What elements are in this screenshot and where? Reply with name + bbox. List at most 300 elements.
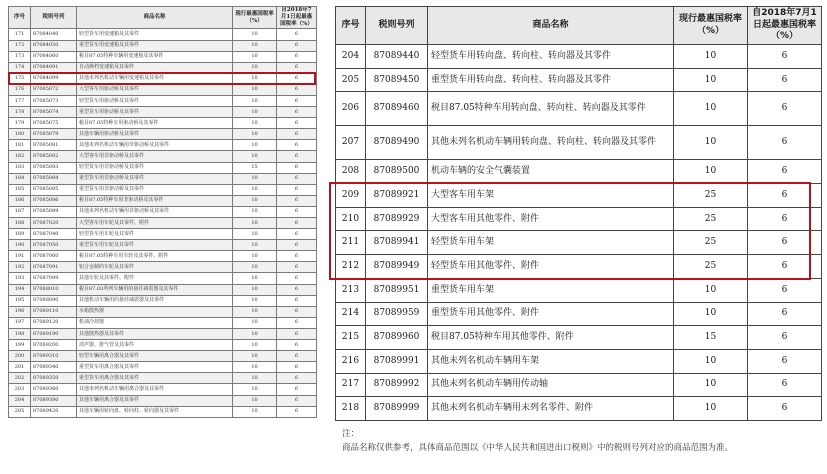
header-current-rate: 现行最惠国税率（%） xyxy=(674,7,748,45)
cell-product-name: 税目87.05特种车用转向盘、转向柱、转向器及其零件 xyxy=(428,92,674,126)
cell-seq: 207 xyxy=(336,126,366,160)
cell-product-name: 其他未列名机动车辆用车架 xyxy=(428,349,674,373)
cell-current-rate: 10 xyxy=(233,306,277,317)
table-row xyxy=(9,229,317,240)
cell-tariff-code: 87089460 xyxy=(366,92,428,126)
cell-tariff-code: 87085079 xyxy=(31,129,77,140)
cell-tariff-code: 87087020 xyxy=(31,218,77,229)
table-row xyxy=(336,373,822,397)
cell-tariff-code: 87085074 xyxy=(31,107,77,118)
cell-product-name: 消声器、排气管及其零件 xyxy=(77,340,233,351)
cell-product-name: 其他未列名机动车辆用变速箱及其零件 xyxy=(77,73,233,84)
cell-new-rate: 6 xyxy=(277,107,317,118)
table-row xyxy=(9,84,317,95)
cell-seq: 188 xyxy=(9,218,31,229)
cell-product-name: 重型货车用离合器及其零件 xyxy=(77,362,233,373)
cell-new-rate: 6 xyxy=(277,184,317,195)
cell-product-name: 税目87.05特种车用驱动桥及其零件 xyxy=(77,118,233,129)
table-row xyxy=(336,160,822,184)
table-row xyxy=(336,68,822,92)
cell-product-name: 其他机动车辆用的悬挂减震器及其零件 xyxy=(77,295,233,306)
table-row xyxy=(336,397,822,421)
cell-current-rate: 10 xyxy=(674,373,748,397)
right-tariff-table-panel xyxy=(335,6,822,421)
cell-seq: 214 xyxy=(336,302,366,326)
cell-seq: 187 xyxy=(9,206,31,217)
cell-product-name: 大型客车用其他零件、附件 xyxy=(428,207,674,231)
cell-new-rate: 6 xyxy=(277,251,317,262)
table-row xyxy=(336,92,822,126)
cell-seq: 213 xyxy=(336,278,366,302)
cell-seq: 202 xyxy=(9,373,31,384)
cell-new-rate: 6 xyxy=(277,295,317,306)
cell-seq: 182 xyxy=(9,151,31,162)
cell-new-rate: 6 xyxy=(277,373,317,384)
cell-current-rate: 10 xyxy=(233,384,277,395)
cell-new-rate: 6 xyxy=(277,262,317,273)
cell-tariff-code: 87089450 xyxy=(366,68,428,92)
cell-new-rate: 6 xyxy=(748,302,822,326)
cell-current-rate: 10 xyxy=(233,62,277,73)
cell-product-name: 自动换档变速箱及其零件 xyxy=(77,62,233,73)
table-row xyxy=(9,306,317,317)
cell-seq: 180 xyxy=(9,129,31,140)
cell-tariff-code: 87089420 xyxy=(31,406,77,417)
right-table-header-row xyxy=(336,7,822,45)
cell-current-rate: 10 xyxy=(233,118,277,129)
cell-current-rate: 10 xyxy=(233,73,277,84)
cell-seq: 197 xyxy=(9,317,31,328)
cell-tariff-code: 87089360 xyxy=(31,384,77,395)
cell-new-rate: 6 xyxy=(277,306,317,317)
table-row xyxy=(9,206,317,217)
cell-product-name: 轻型货车用车轮及其零件 xyxy=(77,229,233,240)
cell-tariff-code: 87089959 xyxy=(366,302,428,326)
cell-tariff-code: 87089960 xyxy=(366,326,428,350)
cell-current-rate: 10 xyxy=(233,95,277,106)
cell-current-rate: 10 xyxy=(233,84,277,95)
cell-new-rate: 6 xyxy=(277,40,317,51)
cell-tariff-code: 87089490 xyxy=(366,126,428,160)
cell-seq: 195 xyxy=(9,295,31,306)
cell-product-name: 税目87.05特种车辆用变速箱及其零件 xyxy=(77,51,233,62)
table-row xyxy=(9,262,317,273)
cell-tariff-code: 87089120 xyxy=(31,317,77,328)
cell-product-name: 税目87.05特种车用车轮及其零件、附件 xyxy=(77,251,233,262)
cell-new-rate: 6 xyxy=(277,29,317,40)
cell-tariff-code: 87089941 xyxy=(366,231,428,255)
cell-seq: 204 xyxy=(9,395,31,406)
cell-new-rate: 6 xyxy=(277,118,317,129)
cell-seq: 193 xyxy=(9,273,31,284)
cell-current-rate: 10 xyxy=(233,129,277,140)
footnote xyxy=(342,428,822,455)
cell-seq: 215 xyxy=(336,326,366,350)
table-row xyxy=(9,273,317,284)
cell-seq: 216 xyxy=(336,349,366,373)
table-row xyxy=(336,302,822,326)
cell-current-rate: 10 xyxy=(233,328,277,339)
cell-seq: 185 xyxy=(9,184,31,195)
cell-seq: 191 xyxy=(9,251,31,262)
table-row xyxy=(336,184,822,208)
cell-new-rate: 6 xyxy=(748,326,822,350)
table-row xyxy=(9,29,317,40)
cell-new-rate: 6 xyxy=(277,406,317,417)
table-row xyxy=(9,162,317,173)
cell-product-name: 其他散热器及其零件 xyxy=(77,328,233,339)
cell-current-rate: 10 xyxy=(233,195,277,206)
cell-seq: 192 xyxy=(9,262,31,273)
table-row xyxy=(336,255,822,279)
header-product-name: 商品名称 xyxy=(428,7,674,45)
table-row xyxy=(9,351,317,362)
cell-product-name: 大型客车用驱动桥及其零件 xyxy=(77,84,233,95)
cell-seq: 218 xyxy=(336,397,366,421)
cell-tariff-code: 87089340 xyxy=(31,362,77,373)
cell-product-name: 轻型货车用驱动桥及其零件 xyxy=(77,95,233,106)
table-row xyxy=(9,373,317,384)
cell-product-name: 重型货车用离合器及其零件 xyxy=(77,373,233,384)
left-tariff-table-panel xyxy=(8,6,318,468)
header-product-name: 商品名称 xyxy=(77,7,233,29)
cell-product-name: 机油冷却器 xyxy=(77,317,233,328)
cell-product-name: 重型货车用非驱动桥及其零件 xyxy=(77,184,233,195)
cell-seq: 205 xyxy=(336,68,366,92)
cell-tariff-code: 87089921 xyxy=(366,184,428,208)
footnote-title: 注： xyxy=(342,429,360,439)
cell-new-rate: 6 xyxy=(748,92,822,126)
cell-current-rate: 10 xyxy=(674,278,748,302)
cell-product-name: 轻型货车用转向盘、转向柱、转向器及其零件 xyxy=(428,45,674,69)
left-table-body xyxy=(9,29,317,417)
cell-new-rate: 6 xyxy=(748,255,822,279)
cell-seq: 206 xyxy=(336,92,366,126)
cell-current-rate: 25 xyxy=(674,184,748,208)
cell-current-rate: 10 xyxy=(233,373,277,384)
cell-product-name: 税目87.03所列车辆用的悬挂减震器及其零件 xyxy=(77,284,233,295)
table-row xyxy=(9,40,317,51)
cell-seq: 211 xyxy=(336,231,366,255)
cell-seq: 208 xyxy=(336,160,366,184)
table-row xyxy=(9,107,317,118)
header-tariff-code: 税则号列 xyxy=(366,7,428,45)
cell-new-rate: 6 xyxy=(277,84,317,95)
cell-tariff-code: 87089951 xyxy=(366,278,428,302)
cell-current-rate: 10 xyxy=(674,349,748,373)
cell-seq: 194 xyxy=(9,284,31,295)
cell-seq: 181 xyxy=(9,140,31,151)
cell-tariff-code: 87089992 xyxy=(366,373,428,397)
cell-current-rate: 10 xyxy=(233,51,277,62)
cell-tariff-code: 87088090 xyxy=(31,295,77,306)
cell-tariff-code: 87089110 xyxy=(31,306,77,317)
cell-current-rate: 10 xyxy=(233,273,277,284)
table-row xyxy=(9,129,317,140)
cell-product-name: 税目87.05特种车用非驱动桥及其零件 xyxy=(77,195,233,206)
cell-current-rate: 10 xyxy=(233,140,277,151)
cell-seq: 196 xyxy=(9,306,31,317)
cell-product-name: 轻型货车用非驱动桥及其零件 xyxy=(77,162,233,173)
cell-tariff-code: 87084091 xyxy=(31,62,77,73)
cell-new-rate: 6 xyxy=(277,229,317,240)
cell-product-name: 税目87.05特种车用其他零件、附件 xyxy=(428,326,674,350)
cell-seq: 179 xyxy=(9,118,31,129)
cell-tariff-code: 87085083 xyxy=(31,162,77,173)
table-row xyxy=(9,340,317,351)
table-row xyxy=(9,295,317,306)
right-tariff-table xyxy=(335,6,822,421)
cell-new-rate: 6 xyxy=(277,240,317,251)
cell-tariff-code: 87085086 xyxy=(31,195,77,206)
cell-current-rate: 10 xyxy=(674,160,748,184)
table-row xyxy=(9,317,317,328)
cell-seq: 205 xyxy=(9,406,31,417)
cell-seq: 174 xyxy=(9,62,31,73)
cell-current-rate: 10 xyxy=(233,206,277,217)
cell-current-rate: 10 xyxy=(233,29,277,40)
header-current-rate: 现行最惠国税率（%） xyxy=(233,7,277,29)
cell-current-rate: 10 xyxy=(233,184,277,195)
cell-seq: 200 xyxy=(9,351,31,362)
cell-tariff-code: 87085084 xyxy=(31,173,77,184)
cell-new-rate: 6 xyxy=(277,284,317,295)
cell-current-rate: 10 xyxy=(233,173,277,184)
cell-current-rate: 10 xyxy=(233,362,277,373)
cell-new-rate: 6 xyxy=(277,384,317,395)
cell-product-name: 其他未列名机动车辆用离合器及其零件 xyxy=(77,384,233,395)
cell-product-name: 大型客车用车架 xyxy=(428,184,674,208)
cell-tariff-code: 87084060 xyxy=(31,51,77,62)
cell-seq: 190 xyxy=(9,240,31,251)
cell-product-name: 其他未列名机动车辆用未列名零件、附件 xyxy=(428,397,674,421)
cell-seq: 186 xyxy=(9,195,31,206)
cell-new-rate: 6 xyxy=(277,218,317,229)
cell-tariff-code: 87087050 xyxy=(31,240,77,251)
cell-new-rate: 6 xyxy=(748,184,822,208)
cell-seq: 217 xyxy=(336,373,366,397)
table-row xyxy=(336,326,822,350)
cell-new-rate: 6 xyxy=(748,349,822,373)
table-row xyxy=(336,349,822,373)
table-row xyxy=(9,284,317,295)
cell-current-rate: 15 xyxy=(233,162,277,173)
left-table-header-row xyxy=(9,7,317,29)
cell-seq: 177 xyxy=(9,95,31,106)
cell-seq: 198 xyxy=(9,328,31,339)
cell-product-name: 重型货车用其他零件、附件 xyxy=(428,302,674,326)
cell-new-rate: 6 xyxy=(748,126,822,160)
cell-product-name: 重型货车用车轮及其零件 xyxy=(77,240,233,251)
cell-new-rate: 6 xyxy=(277,340,317,351)
cell-tariff-code: 87089440 xyxy=(366,45,428,69)
cell-current-rate: 10 xyxy=(674,302,748,326)
cell-product-name: 其他未列名机动车辆用传动轴 xyxy=(428,373,674,397)
cell-product-name: 重型货车用变速箱及其零件 xyxy=(77,40,233,51)
cell-current-rate: 10 xyxy=(674,126,748,160)
cell-seq: 189 xyxy=(9,229,31,240)
table-row xyxy=(9,151,317,162)
cell-current-rate: 25 xyxy=(674,231,748,255)
cell-new-rate: 6 xyxy=(277,195,317,206)
cell-current-rate: 10 xyxy=(233,351,277,362)
table-row xyxy=(9,73,317,84)
cell-current-rate: 10 xyxy=(674,92,748,126)
cell-new-rate: 6 xyxy=(748,373,822,397)
left-tariff-table xyxy=(8,6,317,418)
cell-current-rate: 10 xyxy=(233,107,277,118)
cell-new-rate: 6 xyxy=(277,173,317,184)
cell-current-rate: 10 xyxy=(233,340,277,351)
cell-product-name: 其他车辆用转向盘、转向柱、转向器及其零件 xyxy=(77,406,233,417)
table-row xyxy=(9,328,317,339)
cell-seq: 204 xyxy=(336,45,366,69)
header-seq: 序号 xyxy=(9,7,31,29)
header-tariff-code: 税则号列 xyxy=(31,7,77,29)
footnote-text: 商品名称仅供参考，具体商品范围以《中华人民共和国进出口税则》中的税则号列对应的商品范围为准。 xyxy=(342,442,734,453)
cell-seq: 209 xyxy=(336,184,366,208)
cell-current-rate: 15 xyxy=(674,326,748,350)
cell-seq: 183 xyxy=(9,162,31,173)
cell-current-rate: 10 xyxy=(233,317,277,328)
cell-product-name: 轻型货车用变速箱及其零件 xyxy=(77,29,233,40)
table-row xyxy=(9,184,317,195)
table-row xyxy=(336,278,822,302)
cell-seq: 201 xyxy=(9,362,31,373)
cell-product-name: 大型客车用非驱动桥及其零件 xyxy=(77,151,233,162)
table-row xyxy=(9,251,317,262)
cell-new-rate: 6 xyxy=(748,68,822,92)
table-row xyxy=(9,118,317,129)
table-row xyxy=(9,362,317,373)
cell-tariff-code: 87088010 xyxy=(31,284,77,295)
table-row xyxy=(336,207,822,231)
cell-tariff-code: 87085073 xyxy=(31,95,77,106)
cell-seq: 173 xyxy=(9,51,31,62)
cell-seq: 184 xyxy=(9,173,31,184)
table-row xyxy=(9,384,317,395)
table-row xyxy=(9,140,317,151)
cell-tariff-code: 87085081 xyxy=(31,140,77,151)
cell-current-rate: 10 xyxy=(233,218,277,229)
header-seq: 序号 xyxy=(336,7,366,45)
table-row xyxy=(9,62,317,73)
cell-tariff-code: 87085085 xyxy=(31,184,77,195)
cell-product-name: 重型货车用转向盘、转向柱、转向器及其零件 xyxy=(428,68,674,92)
cell-tariff-code: 87089310 xyxy=(31,351,77,362)
table-row xyxy=(9,95,317,106)
table-row xyxy=(336,45,822,69)
cell-current-rate: 10 xyxy=(233,406,277,417)
table-row xyxy=(9,195,317,206)
cell-new-rate: 6 xyxy=(748,278,822,302)
cell-new-rate: 6 xyxy=(748,231,822,255)
cell-current-rate: 10 xyxy=(233,40,277,51)
cell-product-name: 轻型车辆用离合器及其零件 xyxy=(77,351,233,362)
cell-product-name: 轻型货车用其他零件、附件 xyxy=(428,255,674,279)
cell-current-rate: 10 xyxy=(233,284,277,295)
cell-product-name: 其他未列名机动车辆用转向盘、转向柱、转向器及其零件 xyxy=(428,126,674,160)
cell-product-name: 重型货车用非驱动桥及其零件 xyxy=(77,173,233,184)
cell-tariff-code: 87089999 xyxy=(366,397,428,421)
cell-new-rate: 6 xyxy=(748,160,822,184)
cell-seq: 176 xyxy=(9,84,31,95)
cell-tariff-code: 87087040 xyxy=(31,229,77,240)
cell-tariff-code: 87089500 xyxy=(366,160,428,184)
header-new-rate: 自2018年7月1日起最惠国税率（%） xyxy=(277,7,317,29)
cell-product-name: 铝合金制的车轮及其零件 xyxy=(77,262,233,273)
cell-product-name: 其他车轮及其零件、附件 xyxy=(77,273,233,284)
cell-tariff-code: 87089991 xyxy=(366,349,428,373)
cell-new-rate: 6 xyxy=(277,62,317,73)
cell-new-rate: 6 xyxy=(277,51,317,62)
cell-tariff-code: 87085082 xyxy=(31,151,77,162)
cell-tariff-code: 87084040 xyxy=(31,29,77,40)
cell-product-name: 大型客车用车轮及其零件、附件 xyxy=(77,218,233,229)
cell-tariff-code: 87085072 xyxy=(31,84,77,95)
cell-new-rate: 6 xyxy=(748,397,822,421)
table-row xyxy=(336,126,822,160)
cell-product-name: 其他未列名机动车辆用非驱动桥及其零件 xyxy=(77,206,233,217)
cell-seq: 212 xyxy=(336,255,366,279)
cell-new-rate: 6 xyxy=(277,351,317,362)
cell-new-rate: 6 xyxy=(277,95,317,106)
cell-tariff-code: 87089929 xyxy=(366,207,428,231)
cell-current-rate: 10 xyxy=(233,251,277,262)
cell-tariff-code: 87085075 xyxy=(31,118,77,129)
cell-seq: 199 xyxy=(9,340,31,351)
cell-product-name: 机动车辆的安全气囊装置 xyxy=(428,160,674,184)
cell-product-name: 轻型货车用车架 xyxy=(428,231,674,255)
cell-new-rate: 6 xyxy=(748,45,822,69)
cell-current-rate: 10 xyxy=(674,68,748,92)
cell-new-rate: 6 xyxy=(277,140,317,151)
cell-seq: 171 xyxy=(9,29,31,40)
cell-product-name: 水箱散热器 xyxy=(77,306,233,317)
cell-tariff-code: 87089390 xyxy=(31,395,77,406)
cell-tariff-code: 87084050 xyxy=(31,40,77,51)
cell-tariff-code: 87089949 xyxy=(366,255,428,279)
cell-new-rate: 6 xyxy=(277,129,317,140)
cell-tariff-code: 87087091 xyxy=(31,262,77,273)
right-table-body xyxy=(336,45,822,421)
cell-product-name: 重型货车用车架 xyxy=(428,278,674,302)
cell-tariff-code: 87089350 xyxy=(31,373,77,384)
cell-new-rate: 6 xyxy=(277,162,317,173)
cell-new-rate: 6 xyxy=(277,151,317,162)
cell-tariff-code: 87089190 xyxy=(31,328,77,339)
header-new-rate: 自2018年7月1日起最惠国税率（%） xyxy=(748,7,822,45)
cell-new-rate: 6 xyxy=(277,328,317,339)
cell-current-rate: 10 xyxy=(233,262,277,273)
cell-current-rate: 10 xyxy=(233,295,277,306)
cell-current-rate: 10 xyxy=(233,395,277,406)
cell-tariff-code: 87089200 xyxy=(31,340,77,351)
cell-current-rate: 10 xyxy=(233,229,277,240)
cell-seq: 172 xyxy=(9,40,31,51)
cell-new-rate: 6 xyxy=(277,273,317,284)
cell-product-name: 重型货车用驱动桥及其零件 xyxy=(77,107,233,118)
table-row xyxy=(9,395,317,406)
cell-tariff-code: 87084099 xyxy=(31,73,77,84)
cell-new-rate: 6 xyxy=(748,207,822,231)
cell-current-rate: 10 xyxy=(233,240,277,251)
cell-product-name: 其他未列名机动车辆用非驱动桥及其零件 xyxy=(77,140,233,151)
table-row xyxy=(9,240,317,251)
cell-seq: 175 xyxy=(9,73,31,84)
cell-tariff-code: 87087060 xyxy=(31,251,77,262)
cell-new-rate: 6 xyxy=(277,317,317,328)
